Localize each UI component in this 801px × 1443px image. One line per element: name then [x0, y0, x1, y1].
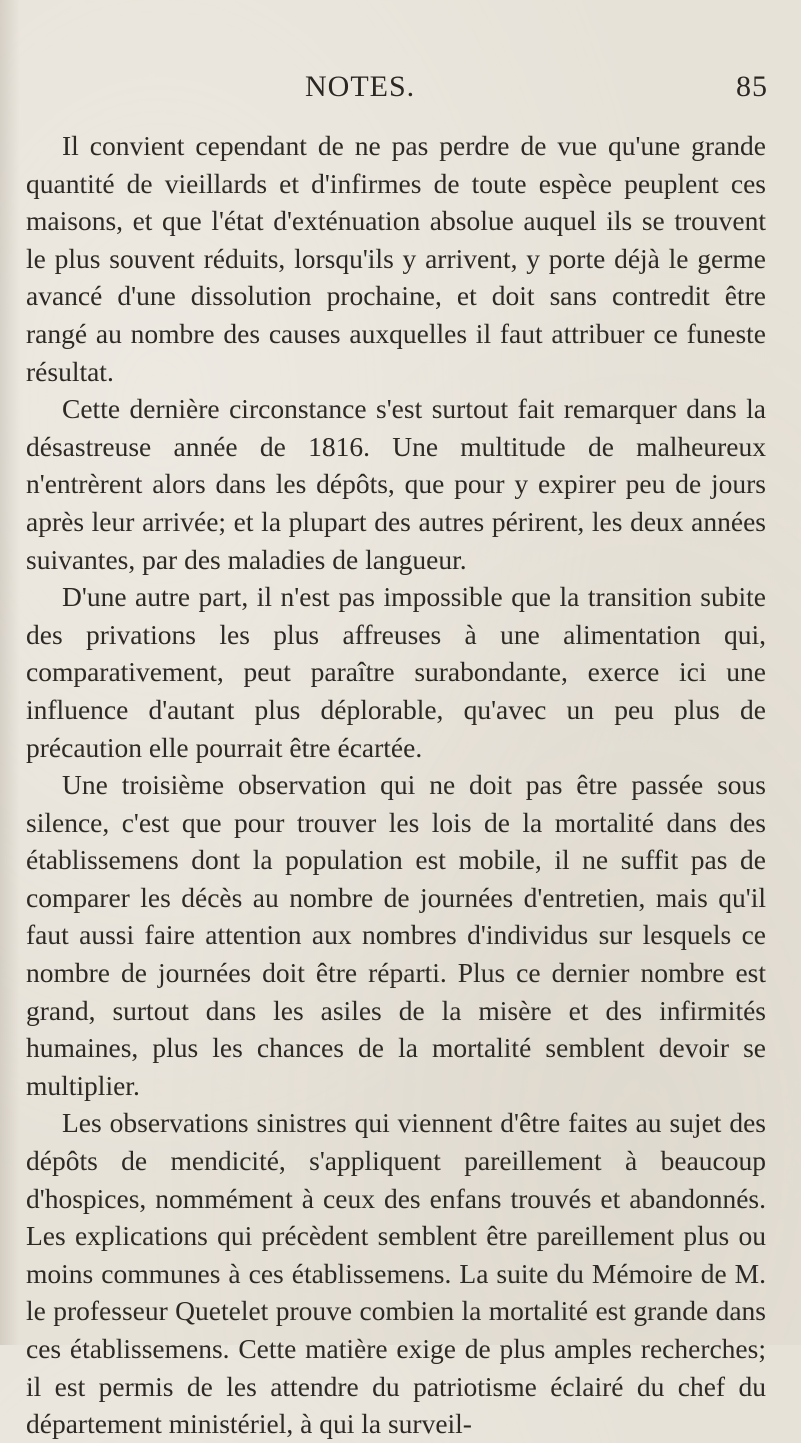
notes-body: [26, 127, 766, 1443]
running-head: [0, 70, 801, 110]
paragraph-4: Une troisième observation qui ne doit pas être passée sous silence, c'est que pour trouver les lois de la mortalité dans des établissemens dont la population est mobile, il ne suffit pas de comparer les décès au nombre de journées d'entretien, mais qu'il faut aussi faire attention aux nombres d'individus sur lesquels ce nombre de journées doit être réparti. Plus ce dernier nombre est grand, surtout dans les asiles de la misère et des infirmités humaines, plus les chances de la mortalité semblent devoir se multiplier.: [26, 769, 766, 1101]
paragraph-3: D'une autre part, il n'est pas impossible que la transition subite des privations les plus affreuses à une alimentation qui, comparativement, peut paraître surabondante, exerce ici une influence d'autant plus déplorable, qu'avec un peu plus de précaution elle pourrait être écartée.: [26, 581, 766, 763]
page-edge-shadow: [0, 0, 20, 1345]
page-number: 85: [736, 70, 768, 103]
paragraph-5: Les observations sinistres qui viennent d'être faites au sujet des dépôts de mendicité, s'appliquent pareillement à beaucoup d'hospices, nommément à ceux des enfans trouvés et abandonnés. Les explications qui précèdent semblent être pareillement plus ou moins communes à ces établissemens. La suite du Mémoire de M. le professeur Quetelet prouve combien la mortalité est grande dans ces établissemens. Cette matière exige de plus amples recherches; il est permis de les attendre du patriotisme éclairé du chef du département ministériel, à qui la surveil-: [26, 1107, 766, 1440]
paragraph-2: Cette dernière circonstance s'est surtout fait remarquer dans la désastreuse année de 1816. Une multitude de malheureux n'entrèrent alors dans les dépôts, que pour y expirer peu de jours après leur arrivée; et la plupart des autres périrent, les deux années suivantes, par des maladies de langueur.: [26, 393, 766, 575]
running-head-title: NOTES.: [305, 70, 416, 103]
paragraph-1: Il convient cependant de ne pas perdre de vue qu'une grande quantité de vieillards et d'infirmes de toute espèce peuplent ces maisons, et que l'état d'exténuation absolue auquel ils se trouvent le plus souvent réduits, lorsqu'ils y arrivent, y porte déjà le germe avancé d'une dissolution prochaine, et doit sans contredit être rangé au nombre des causes auxquelles il faut attribuer ce funeste résultat.: [26, 130, 766, 387]
